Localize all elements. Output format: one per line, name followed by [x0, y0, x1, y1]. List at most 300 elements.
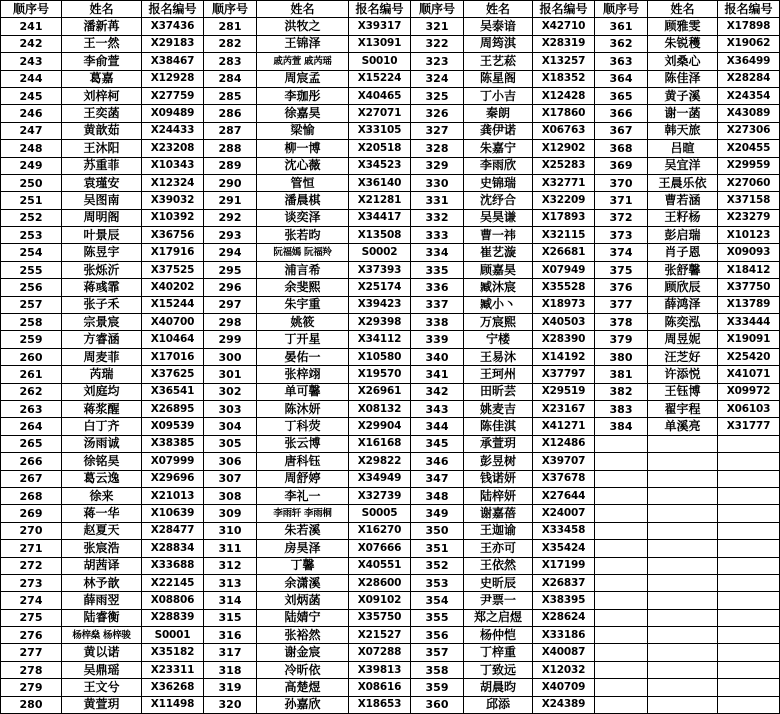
name-cell: 丁科荧: [257, 418, 349, 435]
name-cell: 黄子溪: [648, 87, 718, 104]
name-cell: 李雨轩 李雨桐: [257, 505, 349, 522]
name-cell: 张云博: [257, 435, 349, 452]
order-number-cell: 304: [204, 418, 257, 435]
name-cell: 冷昕依: [257, 661, 349, 678]
order-number-cell: 258: [1, 314, 62, 331]
order-number-cell: 318: [204, 661, 257, 678]
order-number-cell: 290: [204, 174, 257, 191]
name-cell: 刘桑心: [648, 53, 718, 70]
name-cell: 谢嘉蓓: [464, 505, 533, 522]
name-cell: 丁小吉: [464, 87, 533, 104]
registration-id-cell: X28319: [533, 35, 595, 52]
order-number-cell: 321: [411, 18, 464, 35]
registration-id-cell: X36268: [142, 679, 204, 696]
name-cell: 谈奕泽: [257, 209, 349, 226]
order-number-cell: 380: [595, 348, 648, 365]
registration-id-cell: X09093: [718, 244, 780, 261]
order-number-cell: 293: [204, 227, 257, 244]
order-number-cell: 343: [411, 400, 464, 417]
registration-id-cell: X36140: [349, 174, 411, 191]
name-cell: 丁致远: [464, 661, 533, 678]
order-number-cell: 329: [411, 157, 464, 174]
name-cell: 彭昱树: [464, 453, 533, 470]
order-number-cell: 333: [411, 227, 464, 244]
registration-id-cell: X23167: [533, 400, 595, 417]
name-cell: 陈佳泽: [648, 70, 718, 87]
name-cell: 陈星阁: [464, 70, 533, 87]
order-number-cell: 244: [1, 70, 62, 87]
empty-cell: [718, 592, 780, 609]
column-header: 姓名: [648, 1, 718, 18]
name-cell: 张若昀: [257, 227, 349, 244]
order-number-cell: 243: [1, 53, 62, 70]
name-cell: 谢一菡: [648, 105, 718, 122]
name-cell: 张宸浩: [62, 540, 142, 557]
order-number-cell: 289: [204, 157, 257, 174]
name-cell: 姚筱: [257, 314, 349, 331]
order-number-cell: 383: [595, 400, 648, 417]
empty-cell: [718, 522, 780, 539]
order-number-cell: 254: [1, 244, 62, 261]
empty-cell: [718, 435, 780, 452]
name-cell: 吴昊谦: [464, 209, 533, 226]
name-cell: 臧小丶: [464, 296, 533, 313]
registration-id-cell: X12486: [533, 435, 595, 452]
empty-cell: [718, 627, 780, 644]
registration-id-cell: X13257: [533, 53, 595, 70]
empty-cell: [595, 470, 648, 487]
name-cell: 承萱玥: [464, 435, 533, 452]
name-cell: 陆睿衡: [62, 609, 142, 626]
name-cell: 林予歆: [62, 574, 142, 591]
order-number-cell: 283: [204, 53, 257, 70]
registration-id-cell: X35750: [349, 609, 411, 626]
order-number-cell: 377: [595, 296, 648, 313]
table-row: [1, 140, 780, 157]
order-number-cell: 315: [204, 609, 257, 626]
empty-cell: [648, 627, 718, 644]
order-number-cell: 339: [411, 331, 464, 348]
order-number-cell: 362: [595, 35, 648, 52]
column-header: 姓名: [257, 1, 349, 18]
order-number-cell: 257: [1, 296, 62, 313]
order-number-cell: 366: [595, 105, 648, 122]
order-number-cell: 327: [411, 122, 464, 139]
order-number-cell: 345: [411, 435, 464, 452]
registration-id-cell: X23311: [142, 661, 204, 678]
registration-id-cell: X29696: [142, 470, 204, 487]
name-cell: 徐嘉昊: [257, 105, 349, 122]
name-cell: 姚麦吉: [464, 400, 533, 417]
registration-id-cell: X06763: [533, 122, 595, 139]
registration-id-cell: X28834: [142, 540, 204, 557]
name-cell: 陈昱宇: [62, 244, 142, 261]
registration-id-cell: X39317: [349, 18, 411, 35]
order-number-cell: 313: [204, 574, 257, 591]
name-cell: 周舒婷: [257, 470, 349, 487]
table-body: [1, 18, 780, 714]
order-number-cell: 299: [204, 331, 257, 348]
registration-id-cell: X37625: [142, 366, 204, 383]
name-cell: 韩天旅: [648, 122, 718, 139]
table-row: [1, 192, 780, 209]
column-header: 顺序号: [595, 1, 648, 18]
order-number-cell: 375: [595, 261, 648, 278]
name-cell: 朱锐穫: [648, 35, 718, 52]
registration-id-cell: X34523: [349, 157, 411, 174]
registration-id-cell: X40709: [533, 679, 595, 696]
empty-cell: [595, 487, 648, 504]
name-cell: 田昕芸: [464, 383, 533, 400]
order-number-cell: 332: [411, 209, 464, 226]
order-number-cell: 328: [411, 140, 464, 157]
name-cell: 戚芮萱 戚芮瑶: [257, 53, 349, 70]
order-number-cell: 261: [1, 366, 62, 383]
order-number-cell: 382: [595, 383, 648, 400]
name-cell: 丁梓重: [464, 644, 533, 661]
order-number-cell: 365: [595, 87, 648, 104]
order-number-cell: 316: [204, 627, 257, 644]
table-row: [1, 296, 780, 313]
registration-id-cell: X10639: [142, 505, 204, 522]
empty-cell: [595, 609, 648, 626]
registration-id-cell: X17016: [142, 348, 204, 365]
registration-id-cell: X17916: [142, 244, 204, 261]
registration-id-cell: X37436: [142, 18, 204, 35]
name-cell: 顾嘉昊: [464, 261, 533, 278]
order-number-cell: 273: [1, 574, 62, 591]
empty-cell: [648, 609, 718, 626]
registration-id-cell: X33688: [142, 557, 204, 574]
empty-cell: [718, 661, 780, 678]
name-cell: 王文兮: [62, 679, 142, 696]
order-number-cell: 242: [1, 35, 62, 52]
table-row: [1, 157, 780, 174]
registration-id-cell: X39032: [142, 192, 204, 209]
registration-id-cell: X12032: [533, 661, 595, 678]
empty-cell: [718, 696, 780, 713]
name-cell: 管恒: [257, 174, 349, 191]
name-cell: 肖子恩: [648, 244, 718, 261]
order-number-cell: 379: [595, 331, 648, 348]
empty-cell: [648, 644, 718, 661]
table-row: [1, 18, 780, 35]
name-cell: 张梓翊: [257, 366, 349, 383]
order-number-cell: 250: [1, 174, 62, 191]
empty-cell: [595, 505, 648, 522]
name-cell: 朱嘉宁: [464, 140, 533, 157]
empty-cell: [595, 540, 648, 557]
order-number-cell: 322: [411, 35, 464, 52]
order-number-cell: 281: [204, 18, 257, 35]
registration-id-cell: X32209: [533, 192, 595, 209]
empty-cell: [718, 644, 780, 661]
order-number-cell: 311: [204, 540, 257, 557]
order-number-cell: 259: [1, 331, 62, 348]
registration-id-cell: X24433: [142, 122, 204, 139]
registration-id-cell: X36499: [718, 53, 780, 70]
registration-id-cell: X06103: [718, 400, 780, 417]
order-number-cell: 255: [1, 261, 62, 278]
order-number-cell: 300: [204, 348, 257, 365]
name-cell: 彭启瑞: [648, 227, 718, 244]
empty-cell: [648, 487, 718, 504]
registration-id-cell: X22145: [142, 574, 204, 591]
registration-id-cell: X29183: [142, 35, 204, 52]
table-row: [1, 627, 780, 644]
name-cell: 周筠淇: [464, 35, 533, 52]
registration-id-cell: X31777: [718, 418, 780, 435]
registration-id-cell: X34949: [349, 470, 411, 487]
empty-cell: [595, 627, 648, 644]
name-cell: 钱诺妍: [464, 470, 533, 487]
order-number-cell: 276: [1, 627, 62, 644]
registration-id-cell: X18653: [349, 696, 411, 713]
order-number-cell: 331: [411, 192, 464, 209]
empty-cell: [648, 679, 718, 696]
table-row: [1, 227, 780, 244]
name-cell: 刘庭均: [62, 383, 142, 400]
table-row: [1, 35, 780, 52]
name-cell: 阮福嫣 阮福羚: [257, 244, 349, 261]
name-cell: 李礼一: [257, 487, 349, 504]
name-cell: 沈心薇: [257, 157, 349, 174]
name-cell: 叶景辰: [62, 227, 142, 244]
name-cell: 孙嘉欣: [257, 696, 349, 713]
registration-id-cell: X09102: [349, 592, 411, 609]
registration-id-cell: X10464: [142, 331, 204, 348]
registration-id-cell: X43089: [718, 105, 780, 122]
order-number-cell: 246: [1, 105, 62, 122]
registration-id-cell: X27644: [533, 487, 595, 504]
name-cell: 张子禾: [62, 296, 142, 313]
name-cell: 陈奕泓: [648, 314, 718, 331]
registration-id-cell: X40465: [349, 87, 411, 104]
registration-id-cell: S0002: [349, 244, 411, 261]
registration-id-cell: X08132: [349, 400, 411, 417]
name-cell: 龚伊诺: [464, 122, 533, 139]
table-row: [1, 331, 780, 348]
order-number-cell: 251: [1, 192, 62, 209]
registration-id-cell: X37678: [533, 470, 595, 487]
order-number-cell: 303: [204, 400, 257, 417]
name-cell: 浦言希: [257, 261, 349, 278]
order-number-cell: 269: [1, 505, 62, 522]
order-number-cell: 372: [595, 209, 648, 226]
name-cell: 朱若溪: [257, 522, 349, 539]
table-row: [1, 696, 780, 713]
order-number-cell: 323: [411, 53, 464, 70]
order-number-cell: 314: [204, 592, 257, 609]
order-number-cell: 363: [595, 53, 648, 70]
empty-cell: [595, 696, 648, 713]
name-cell: 许添悦: [648, 366, 718, 383]
table-row: [1, 261, 780, 278]
empty-cell: [595, 661, 648, 678]
order-number-cell: 368: [595, 140, 648, 157]
registration-id-cell: X37158: [718, 192, 780, 209]
empty-cell: [595, 592, 648, 609]
name-cell: 沈纾合: [464, 192, 533, 209]
order-number-cell: 270: [1, 522, 62, 539]
table-row: [1, 435, 780, 452]
order-number-cell: 341: [411, 366, 464, 383]
registration-id-cell: X33458: [533, 522, 595, 539]
order-number-cell: 278: [1, 661, 62, 678]
order-number-cell: 298: [204, 314, 257, 331]
empty-cell: [595, 557, 648, 574]
name-cell: 周明阁: [62, 209, 142, 226]
order-number-cell: 253: [1, 227, 62, 244]
order-number-cell: 292: [204, 209, 257, 226]
order-number-cell: 264: [1, 418, 62, 435]
table-row: [1, 87, 780, 104]
name-cell: 李雨欣: [464, 157, 533, 174]
registration-id-cell: X34417: [349, 209, 411, 226]
registration-id-cell: X27306: [718, 122, 780, 139]
name-cell: 王锦泽: [257, 35, 349, 52]
name-cell: 黄歆茹: [62, 122, 142, 139]
registration-id-cell: X29822: [349, 453, 411, 470]
registration-id-cell: X28477: [142, 522, 204, 539]
empty-cell: [648, 470, 718, 487]
order-number-cell: 326: [411, 105, 464, 122]
registration-id-cell: X17199: [533, 557, 595, 574]
table-row: [1, 574, 780, 591]
order-number-cell: 355: [411, 609, 464, 626]
registration-id-cell: X20455: [718, 140, 780, 157]
registration-id-cell: X33444: [718, 314, 780, 331]
registration-id-cell: X20518: [349, 140, 411, 157]
column-header: 姓名: [62, 1, 142, 18]
name-cell: 薛鸿泽: [648, 296, 718, 313]
registration-id-cell: X12902: [533, 140, 595, 157]
registration-id-cell: X07949: [533, 261, 595, 278]
order-number-cell: 286: [204, 105, 257, 122]
name-cell: 柳一博: [257, 140, 349, 157]
name-cell: 周昱妮: [648, 331, 718, 348]
name-cell: 张烁沂: [62, 261, 142, 278]
registration-id-cell: X19062: [718, 35, 780, 52]
registration-id-cell: X12428: [533, 87, 595, 104]
empty-cell: [718, 540, 780, 557]
empty-cell: [718, 505, 780, 522]
order-number-cell: 308: [204, 487, 257, 504]
registration-id-cell: X19091: [718, 331, 780, 348]
order-number-cell: 354: [411, 592, 464, 609]
registration-id-cell: X26895: [142, 400, 204, 417]
empty-cell: [648, 592, 718, 609]
registration-id-cell: X29398: [349, 314, 411, 331]
table-row: [1, 540, 780, 557]
empty-cell: [648, 522, 718, 539]
name-cell: 吴图南: [62, 192, 142, 209]
table-row: [1, 53, 780, 70]
order-number-cell: 335: [411, 261, 464, 278]
registration-id-cell: X41271: [533, 418, 595, 435]
name-cell: 梁愉: [257, 122, 349, 139]
order-number-cell: 381: [595, 366, 648, 383]
table-row: [1, 470, 780, 487]
registration-id-cell: X15224: [349, 70, 411, 87]
empty-cell: [648, 696, 718, 713]
name-cell: 邱添: [464, 696, 533, 713]
registration-id-cell: X42710: [533, 18, 595, 35]
order-number-cell: 297: [204, 296, 257, 313]
order-number-cell: 277: [1, 644, 62, 661]
name-cell: 丁馨: [257, 557, 349, 574]
registration-id-cell: X39707: [533, 453, 595, 470]
table-row: [1, 400, 780, 417]
name-cell: 张裕然: [257, 627, 349, 644]
name-cell: 汤雨诚: [62, 435, 142, 452]
name-cell: 朱宇重: [257, 296, 349, 313]
name-cell: 葛云逸: [62, 470, 142, 487]
table-row: [1, 122, 780, 139]
order-number-cell: 334: [411, 244, 464, 261]
order-number-cell: 357: [411, 644, 464, 661]
registration-id-cell: X09539: [142, 418, 204, 435]
name-cell: 洪牧之: [257, 18, 349, 35]
name-cell: 曹若涵: [648, 192, 718, 209]
registration-id-cell: X35424: [533, 540, 595, 557]
order-number-cell: 369: [595, 157, 648, 174]
empty-cell: [595, 435, 648, 452]
order-number-cell: 353: [411, 574, 464, 591]
empty-cell: [718, 487, 780, 504]
name-cell: 史昕辰: [464, 574, 533, 591]
order-number-cell: 280: [1, 696, 62, 713]
table-row: [1, 609, 780, 626]
name-cell: 周麦菲: [62, 348, 142, 365]
name-cell: 吴宜洋: [648, 157, 718, 174]
table-row: [1, 418, 780, 435]
order-number-cell: 374: [595, 244, 648, 261]
empty-cell: [595, 679, 648, 696]
empty-cell: [648, 540, 718, 557]
order-number-cell: 285: [204, 87, 257, 104]
registration-id-cell: X13789: [718, 296, 780, 313]
order-number-cell: 337: [411, 296, 464, 313]
table-row: [1, 209, 780, 226]
registration-id-cell: X23279: [718, 209, 780, 226]
registration-id-cell: X26961: [349, 383, 411, 400]
name-cell: 王钰博: [648, 383, 718, 400]
empty-cell: [648, 505, 718, 522]
registration-id-cell: X41071: [718, 366, 780, 383]
registration-id-cell: X09972: [718, 383, 780, 400]
order-number-cell: 275: [1, 609, 62, 626]
name-cell: 杨仲恺: [464, 627, 533, 644]
order-number-cell: 351: [411, 540, 464, 557]
name-cell: 胡茜译: [62, 557, 142, 574]
name-cell: 王奕菡: [62, 105, 142, 122]
name-cell: 蒋浆醒: [62, 400, 142, 417]
order-number-cell: 358: [411, 661, 464, 678]
order-number-cell: 309: [204, 505, 257, 522]
registration-id-cell: X19570: [349, 366, 411, 383]
registration-id-cell: X27060: [718, 174, 780, 191]
name-cell: 王籽杨: [648, 209, 718, 226]
order-number-cell: 336: [411, 279, 464, 296]
order-number-cell: 307: [204, 470, 257, 487]
empty-cell: [718, 470, 780, 487]
empty-cell: [595, 644, 648, 661]
registration-id-cell: X10580: [349, 348, 411, 365]
name-cell: 宗景宸: [62, 314, 142, 331]
name-cell: 葛嘉: [62, 70, 142, 87]
table-row: [1, 557, 780, 574]
